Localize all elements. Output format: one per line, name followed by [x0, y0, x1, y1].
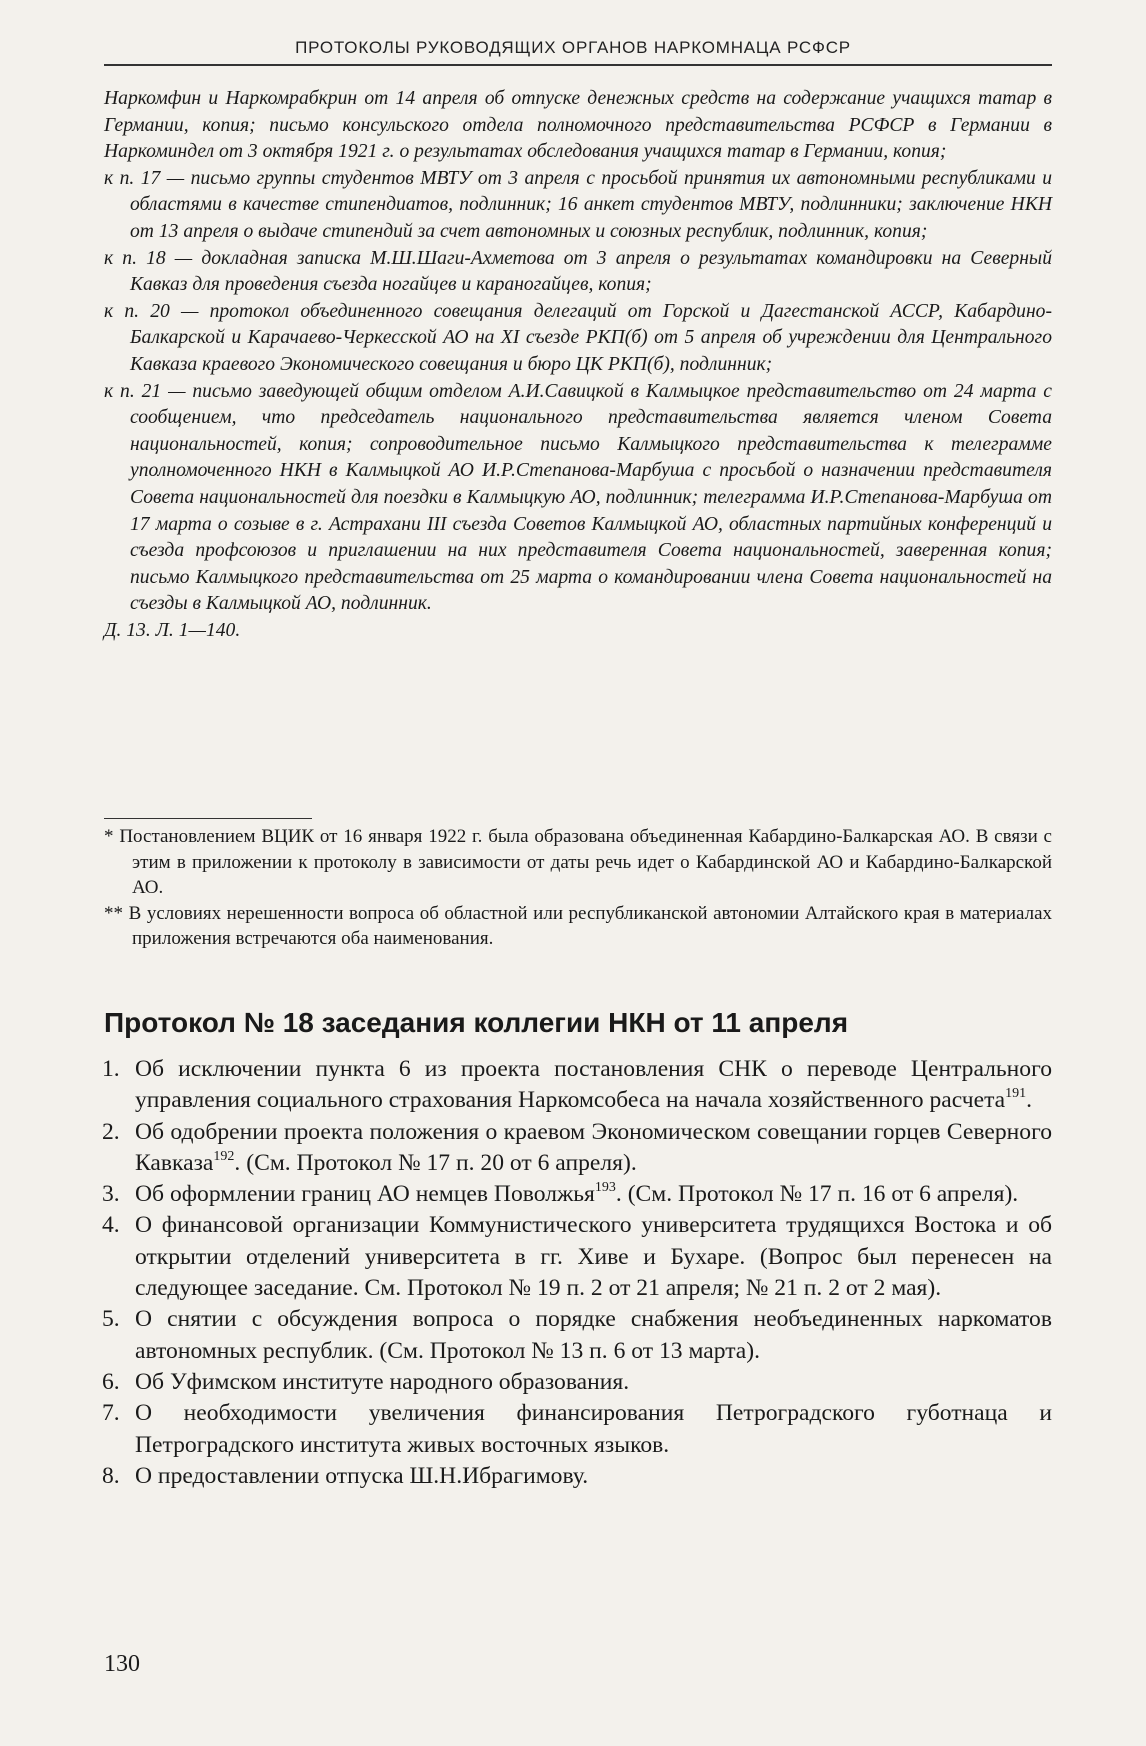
attachment-item-18: к п. 18 — докладная записка М.Ш.Шаги-Ахметова от 3 апреля о результатах командировки на Северный Кавказ для проведения съезда ногайцев и караногайцев, копия; — [104, 247, 1052, 296]
agenda-number: 6. — [102, 1368, 120, 1395]
agenda-text: О предоставлении отпуска Ш.Н.Ибрагимову. — [135, 1462, 589, 1489]
agenda-item — [102, 1367, 1052, 1398]
agenda-number: 2. — [102, 1118, 120, 1145]
agenda-item — [102, 1210, 1052, 1304]
agenda-item — [102, 1054, 1052, 1117]
footnote-rule — [104, 818, 312, 819]
agenda-text: О финансовой организации Коммунистического университета трудящихся Востока и об открытии отделений университета в гг. Хиве и Бухаре. (Вопрос был перенесен на следующее заседание. См. Протокол № 19 п. 2 от 21 апреля; № 21 п. 2 от 2 мая). — [135, 1212, 1052, 1302]
page-number: 130 — [104, 1651, 140, 1677]
agenda-item — [102, 1461, 1052, 1492]
footnote-marker: * — [104, 826, 114, 847]
agenda-item — [102, 1117, 1052, 1180]
footnotes — [104, 824, 1052, 952]
attachment-item-20: к п. 20 — протокол объединенного совещания делегаций от Горской и Дагестанской АССР, Кабардино-Балкарской и Карачаево-Черкесской АО на XI съезде РКП(б) от 5 апреля об учреждении для Центрального Кавказа краевого Экономического совещания и бюро ЦК РКП(б), подлинник; — [104, 300, 1052, 375]
agenda-number: 3. — [102, 1181, 120, 1208]
agenda-number: 4. — [102, 1212, 120, 1239]
attachment-item-17: к п. 17 — письмо группы студентов МВТУ от 3 апреля с просьбой принятия их автономными республиками и областями в качестве стипендиатов, подлинник; 16 анкет студентов МВТУ, подлинники; заключение НКН от 13 апреля о выдаче стипендий за счет автономных и союзных республик, подлинник, копия; — [104, 167, 1052, 242]
footnote — [104, 901, 1052, 952]
agenda-text: Об исключении пункта 6 из проекта постановления СНК о переводе Центрального управления социального страхования Наркомсобеса на начала хозяйственного расчета — [135, 1056, 1052, 1114]
agenda-text: Об Уфимском институте народного образования. — [135, 1368, 630, 1395]
agenda-text: Об одобрении проекта положения о краевом Экономическом совещании горцев Северного Кавказа — [135, 1118, 1052, 1176]
running-title: ПРОТОКОЛЫ РУКОВОДЯЩИХ ОРГАНОВ НАРКОМНАЦА РСФСР — [295, 38, 851, 57]
attachment-item-21: к п. 21 — письмо заведующей общим отделом А.И.Савицкой в Калмыцкое представительство от 24 марта с сообщением, что председатель национального представительства является членом Совета национальностей, копия; сопроводительное письмо Калмыцкого представительства к телеграмме уполномоченного НКН в Калмыцкой АО И.Р.Степанова-Марбуша с просьбой о назначении представителя Совета национальностей для поездки в Калмыцкую АО, подлинник; телеграмма И.Р.Степанова-Марбуша от 17 марта о созыве в г. Астрахани III съезда Советов Калмыцкой АО, областных партийных конференций и съезда профсоюзов и приглашении на них представителя Совета национальностей, заверенная копия; письмо Калмыцкого представительства от 25 марта о командировании члена Совета национальностей на съезды в Калмыцкой АО, подлинник. — [104, 380, 1052, 615]
footnote — [104, 824, 1052, 901]
protocol-title: Протокол № 18 заседания коллегии НКН от 11 апреля — [104, 1007, 849, 1038]
agenda-number: 8. — [102, 1462, 120, 1489]
agenda-text-tail: . (См. Протокол № 17 п. 20 от 6 апреля). — [234, 1149, 637, 1176]
endnote-ref: 191 — [1005, 1086, 1027, 1102]
endnote-ref: 192 — [213, 1148, 235, 1164]
agenda-item — [102, 1304, 1052, 1367]
endnote-ref: 193 — [594, 1180, 616, 1196]
footnote-text: В условиях нерешенности вопроса об областной или республиканской автономии Алтайского края в материалах приложения встречаются оба наименования. — [128, 902, 1053, 950]
agenda-number: 1. — [102, 1056, 120, 1082]
agenda-text: О необходимости увеличения финансирования Петроградского губотнаца и Петроградского института живых восточных языков. — [135, 1400, 1052, 1458]
agenda-number: 7. — [102, 1400, 120, 1427]
archive-reference: Д. 13. Л. 1—140. — [104, 619, 241, 641]
agenda-item — [102, 1398, 1052, 1461]
agenda-number: 5. — [102, 1306, 120, 1333]
agenda-text-tail: . (См. Протокол № 17 п. 16 от 6 апреля). — [615, 1181, 1019, 1208]
attachments-list — [104, 86, 1052, 644]
header-rule — [104, 64, 1052, 66]
agenda-text-tail: . — [1026, 1087, 1033, 1114]
footnote-text: Постановлением ВЦИК от 16 января 1922 г. была образована объединенная Кабардино-Балкарская АО. В связи с этим в приложении к протоколу в зависимости от даты речь идет о Кабардинской АО и Кабардино-Балкарской АО. — [119, 826, 1052, 899]
attachment-lead: Наркомфин и Наркомрабкрин от 14 апреля об отпуске денежных средств на содержание учащихся татар в Германии, копия; письмо консульского отдела полномочного представительства РСФСР в Германии в Наркоминдел от 3 октября 1921 г. о результатах обследования учащихся татар в Германии, копия; — [104, 88, 1052, 163]
agenda-item — [102, 1179, 1052, 1210]
agenda-text: Об оформлении границ АО немцев Поволжья — [135, 1181, 595, 1208]
footnote-marker: ** — [104, 902, 123, 924]
agenda-text: О снятии с обсуждения вопроса о порядке снабжения необъединенных наркоматов автономных республик. (См. Протокол № 13 п. 6 от 13 марта). — [135, 1306, 1052, 1364]
agenda-list — [102, 1054, 1052, 1492]
